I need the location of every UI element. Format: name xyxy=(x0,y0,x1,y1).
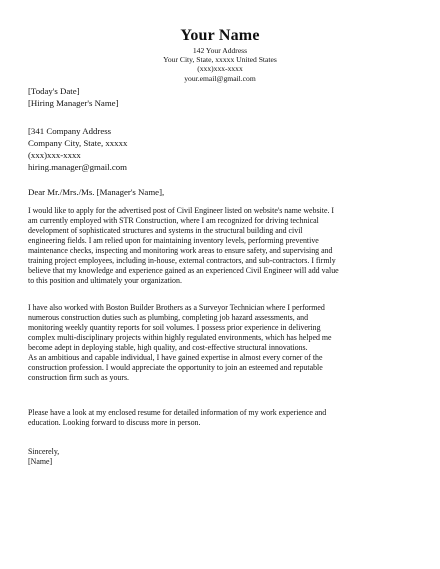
paragraph-line: numerous construction duties such as plumbing, completing job hazard assessments, and xyxy=(28,312,309,322)
sender-phone: (xxx)xxx-xxxx xyxy=(197,64,243,74)
date-block xyxy=(28,85,420,109)
paragraph-line: I have also worked with Boston Builder Brothers as a Surveyor Technician where I performed xyxy=(28,303,325,312)
body-paragraph-1 xyxy=(28,206,418,286)
sender-email: your.email@gmail.com xyxy=(184,73,256,83)
paragraph-line: development of sophisticated structures and systems in the structural building and civil xyxy=(28,225,303,235)
company-city: Company City, State, xxxxx xyxy=(28,138,128,148)
body-paragraph-2 xyxy=(28,303,418,383)
paragraph-line: training project employees, including in-house, external contractors, and sub-contractors. I firmly xyxy=(28,255,336,265)
company-phone: (xxx)xxx-xxxx xyxy=(28,150,81,160)
sender-name: Your Name xyxy=(180,27,260,44)
signature-name: [Name] xyxy=(28,456,53,466)
closing: Sincerely, xyxy=(28,447,60,456)
sender-city: Your City, State, xxxxx United States xyxy=(163,55,277,65)
paragraph-line: I would like to apply for the advertised post of Civil Engineer listed on website's name website. I xyxy=(28,206,335,215)
date-line: [Today's Date] xyxy=(28,86,80,96)
paragraph-line: As an ambitious and capable individual, I have gained expertise in almost every corner of the xyxy=(28,352,323,362)
paragraph-line: am currently employed with STR Construction, where I am recognized for driving technical xyxy=(28,215,319,225)
paragraph-line: construction profession. I would appreciate the opportunity to join an esteemed and reputable xyxy=(28,362,323,372)
paragraph-line: Please have a look at my enclosed resume for detailed information of my work experience and xyxy=(28,408,327,417)
letterhead xyxy=(0,26,440,83)
paragraph-line: maintenance checks, inspecting and monitoring work areas to ensure safety, and supervising and xyxy=(28,245,333,255)
salutation: Dear Mr./Mrs./Ms. [Manager's Name], xyxy=(28,187,165,197)
paragraph-line: engineering fields. I am relied upon for maintaining inventory levels, performing preventive xyxy=(28,235,319,245)
body-paragraph-3 xyxy=(28,408,418,428)
hiring-manager-line: [Hiring Manager's Name] xyxy=(28,98,119,108)
company-address: [341 Company Address xyxy=(28,126,112,136)
paragraph-line: monitoring weekly quantity reports for soil volumes. I possess prior experience in delivering xyxy=(28,322,321,332)
paragraph-line: construction firm such as yours. xyxy=(28,372,130,382)
paragraph-line: believe that my knowledge and experience gained as an experienced Civil Engineer will add value xyxy=(28,265,339,275)
paragraph-line: become adept in deploying stable, high quality, and cost-effective structural innovations. xyxy=(28,342,308,352)
company-email: hiring.manager@gmail.com xyxy=(28,162,127,172)
paragraph-line: education. Looking forward to discuss more in person. xyxy=(28,417,201,427)
closing-block xyxy=(28,447,420,467)
paragraph-line: complex multi-disciplinary projects within highly regulated environments, which has helped me xyxy=(28,332,332,342)
paragraph-line: to this position and ultimately your organization. xyxy=(28,275,182,285)
recipient-block xyxy=(28,125,420,173)
sender-address: 142 Your Address xyxy=(192,46,248,55)
